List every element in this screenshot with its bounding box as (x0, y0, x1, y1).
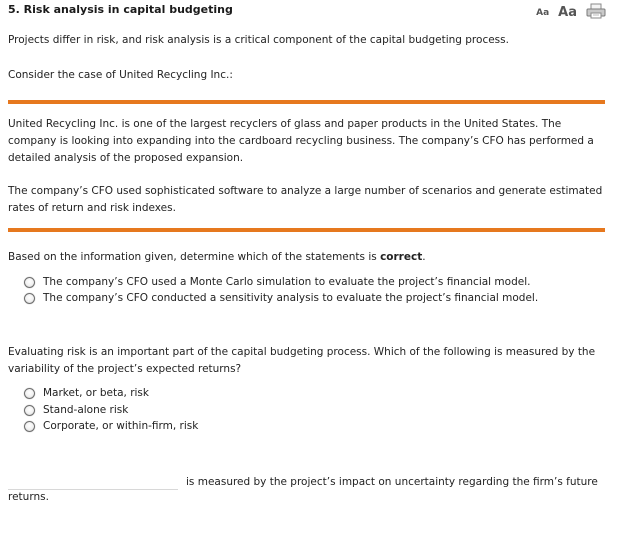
radio-button[interactable] (24, 421, 35, 432)
question2-option-2[interactable] (24, 404, 128, 416)
print-button[interactable] (586, 3, 606, 22)
question2-option-1[interactable] (24, 387, 149, 399)
radio-button[interactable] (24, 277, 35, 288)
intro-text: Projects differ in risk, and risk analysis is a critical component of the capital budgeting process. (8, 34, 509, 46)
option-label: Stand-alone risk (43, 404, 129, 416)
case-intro-text: Consider the case of United Recycling Inc.: (8, 69, 233, 81)
case-paragraph-2: The company’s CFO used sophisticated software to analyze a large number of scenarios and generate estimated rates of return and risk indexes. (8, 185, 603, 214)
option-label: Corporate, or within-firm, risk (43, 420, 199, 432)
question1-prompt-emphasis: correct (380, 251, 423, 263)
radio-button[interactable] (24, 388, 35, 399)
option-label: The company’s CFO conducted a sensitivity analysis to evaluate the project’s financial model. (43, 292, 539, 304)
question2-prompt: Evaluating risk is an important part of the capital budgeting process. Which of the following is measured by the variability of the project’s expected returns? (8, 346, 596, 375)
question3-text: is measured by the project’s impact on uncertainty regarding the firm’s future (186, 476, 598, 488)
question-title: 5. Risk analysis in capital budgeting (8, 3, 233, 16)
question3-blank-input[interactable] (8, 476, 178, 490)
radio-button[interactable] (24, 293, 35, 304)
question3-text-wrap: returns. (8, 491, 49, 503)
option-label: Market, or beta, risk (43, 387, 149, 399)
radio-button[interactable] (24, 405, 35, 416)
question1-option-1[interactable] (24, 276, 530, 288)
question1-prompt (8, 249, 608, 266)
question1-prompt-text: Based on the information given, determine which of the statements is (8, 251, 381, 263)
font-size-small-button[interactable]: Aa (536, 7, 550, 18)
font-size-large-button[interactable]: Aa (558, 5, 577, 20)
toolbar (536, 3, 606, 22)
divider-top (8, 100, 605, 104)
case-paragraph-1: United Recycling Inc. is one of the largest recyclers of glass and paper products in the United States. The company is looking into expanding into the cardboard recycling business. The company’s CFO has performed a detailed analysis of the proposed expansion. (8, 118, 594, 164)
option-label: The company’s CFO used a Monte Carlo simulation to evaluate the project’s financial model. (43, 276, 531, 288)
divider-bottom (8, 228, 605, 232)
question1-option-2[interactable] (24, 292, 538, 304)
question2-option-3[interactable] (24, 420, 198, 432)
question1-prompt-end: . (422, 251, 426, 263)
print-icon (586, 3, 606, 19)
